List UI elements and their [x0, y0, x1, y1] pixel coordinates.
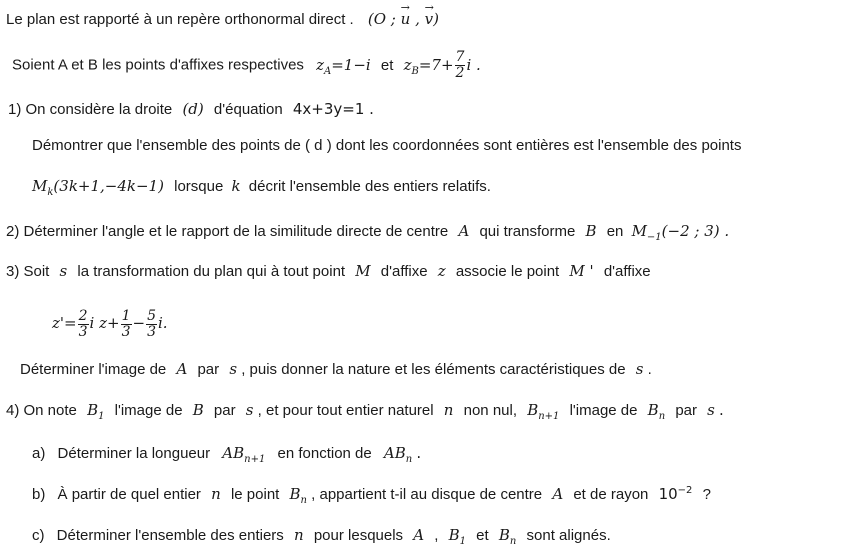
q3-z: z	[437, 262, 446, 280]
affixes-line	[12, 50, 481, 81]
q4c-Bn: $B_n$	[498, 526, 517, 547]
intro-line	[6, 10, 439, 29]
q4c-label: c)	[32, 527, 45, 544]
q4-text-d: , et pour tout entier naturel	[257, 402, 434, 419]
q3-line1	[6, 262, 651, 281]
q2-point: $M_{-1}(-2$ ; 3) .	[631, 222, 730, 243]
q1-line2: Démontrer que l'ensemble des points de ( d ) dont les coordonnées sont entières est l'ensemble des points	[32, 137, 742, 154]
q2-line	[6, 222, 729, 241]
q4c-text-c: sont alignés.	[526, 527, 611, 544]
q4b-text-a: À partir de quel entier	[57, 486, 201, 503]
q3-line3-b: par	[197, 361, 220, 378]
q3-text-e: d'affixe	[603, 263, 651, 280]
soient-text: Soient A et B les points d'affixes respectives	[12, 56, 304, 74]
q3-text-d: associe le point	[455, 263, 560, 280]
q1-text-a: 1) On considère la droite	[8, 101, 173, 118]
q1-text-end: décrit l'ensemble des entiers relatifs.	[248, 178, 491, 195]
q2-text-b: qui transforme	[479, 223, 576, 240]
q4b-n: n	[211, 485, 221, 503]
repere-math: (O ; → u , → v)	[368, 10, 439, 28]
q4-B1: $B_1$	[87, 401, 105, 422]
q2-text-a: 2) Déterminer l'angle et le rapport de la similitude directe de centre	[6, 223, 449, 240]
q3-formula: z'= $\frac{2}{3}$ i z+ $\frac{1}{3}$ − $\frac{5}{3}$ i.	[52, 307, 168, 340]
q4b-line	[32, 485, 711, 504]
q4-Bn1: $B_{n+1}$	[527, 401, 560, 422]
droite-equation: 4x+3y=1 .	[292, 100, 374, 118]
q1-k: k	[231, 177, 241, 195]
q4c-n: n	[293, 526, 304, 544]
droite-d: (d)	[182, 100, 204, 118]
q3-A: A	[176, 360, 188, 378]
q1-lorsque: lorsque	[174, 178, 224, 195]
q3-text-c: d'affixe	[380, 263, 428, 280]
q3-M: M	[355, 262, 371, 280]
q1-line1	[8, 100, 374, 119]
q3-line3-c: , puis donner la nature et les éléments caractéristiques de	[241, 361, 626, 378]
q4c-text-a: Déterminer l'ensemble des entiers	[56, 527, 284, 544]
q4a-ABn: $AB_n$	[383, 444, 413, 465]
q4a-line: a) Déterminer la longueur $AB_{n+1}$ en fonction de $AB_n$ .	[32, 444, 422, 465]
repere-text: Le plan est rapporté à un repère orthonormal direct .	[6, 11, 354, 28]
q4-s: s	[245, 401, 254, 419]
q4c-A: A	[413, 526, 425, 544]
q3-text-a: 3) Soit	[6, 263, 50, 280]
q4c-et: et	[476, 527, 489, 544]
q2-B: B	[585, 222, 597, 240]
q2-A: A	[458, 222, 470, 240]
q4a-text: Déterminer la longueur	[57, 445, 211, 462]
q4b-A: A	[552, 485, 564, 503]
q4b-label: b)	[32, 486, 46, 503]
q4b-text-d: et de rayon	[573, 486, 649, 503]
q4-text-e: non nul,	[463, 402, 518, 419]
q3-text-b: la transformation du plan qui à tout point	[77, 263, 346, 280]
q4-text-f: l'image de	[569, 402, 638, 419]
q4a-label: a)	[32, 445, 46, 462]
q4-line1: 4) On note $B_1$ l'image de B par s , et pour tout entier naturel n non nul, $B_{n+1}$ l'image de $B_n$ par s .	[6, 401, 724, 422]
q4a-mid: en fonction de	[277, 445, 372, 462]
q3-line3	[20, 360, 652, 379]
q4b-text-b: le point	[230, 486, 280, 503]
q4c-comma: ,	[434, 527, 439, 544]
q1-text-b: d'équation	[213, 101, 283, 118]
Mk-point: $M_k(3k+1,-4k-1)$	[32, 177, 164, 198]
q4-text-c: par	[213, 402, 236, 419]
q4b-Bn: $B_n$	[289, 485, 307, 506]
q4a-ABn1: $AB_{n+1}$	[222, 444, 266, 465]
q4-text-b: l'image de	[114, 402, 183, 419]
q3-s: s	[59, 262, 68, 280]
q4c-line	[32, 526, 611, 545]
zA-formula: $z_A=1-i$	[316, 55, 371, 77]
q4-B: B	[192, 401, 204, 419]
q4-text-g: par	[675, 402, 697, 419]
q3-Mprime: M '	[569, 262, 594, 280]
q2-text-c: en	[606, 223, 624, 240]
q4-text-a: 4) On note	[6, 402, 77, 419]
q4b-question-mark: ?	[702, 486, 711, 503]
q3-s2: s	[229, 360, 238, 378]
q4-s2: s	[707, 401, 715, 419]
q4-n: n	[443, 401, 454, 419]
q4b-radius: $10^{-2}$	[658, 485, 693, 503]
q3-line3-d: .	[647, 361, 652, 378]
q1-line3	[32, 177, 491, 196]
q4c-text-b: pour lesquels	[313, 527, 404, 544]
q4-Bn: $B_n$	[647, 401, 666, 422]
q4c-B1: $B_1$	[448, 526, 466, 547]
q3-s3: s	[635, 360, 644, 378]
q4b-text-c: , appartient t-il au disque de centre	[311, 486, 543, 503]
q3-line3-a: Déterminer l'image de	[20, 361, 167, 378]
et-text: et	[380, 56, 394, 74]
zB-formula: $z_B=7+$ $\frac{7}{2}$ i .	[403, 49, 481, 81]
